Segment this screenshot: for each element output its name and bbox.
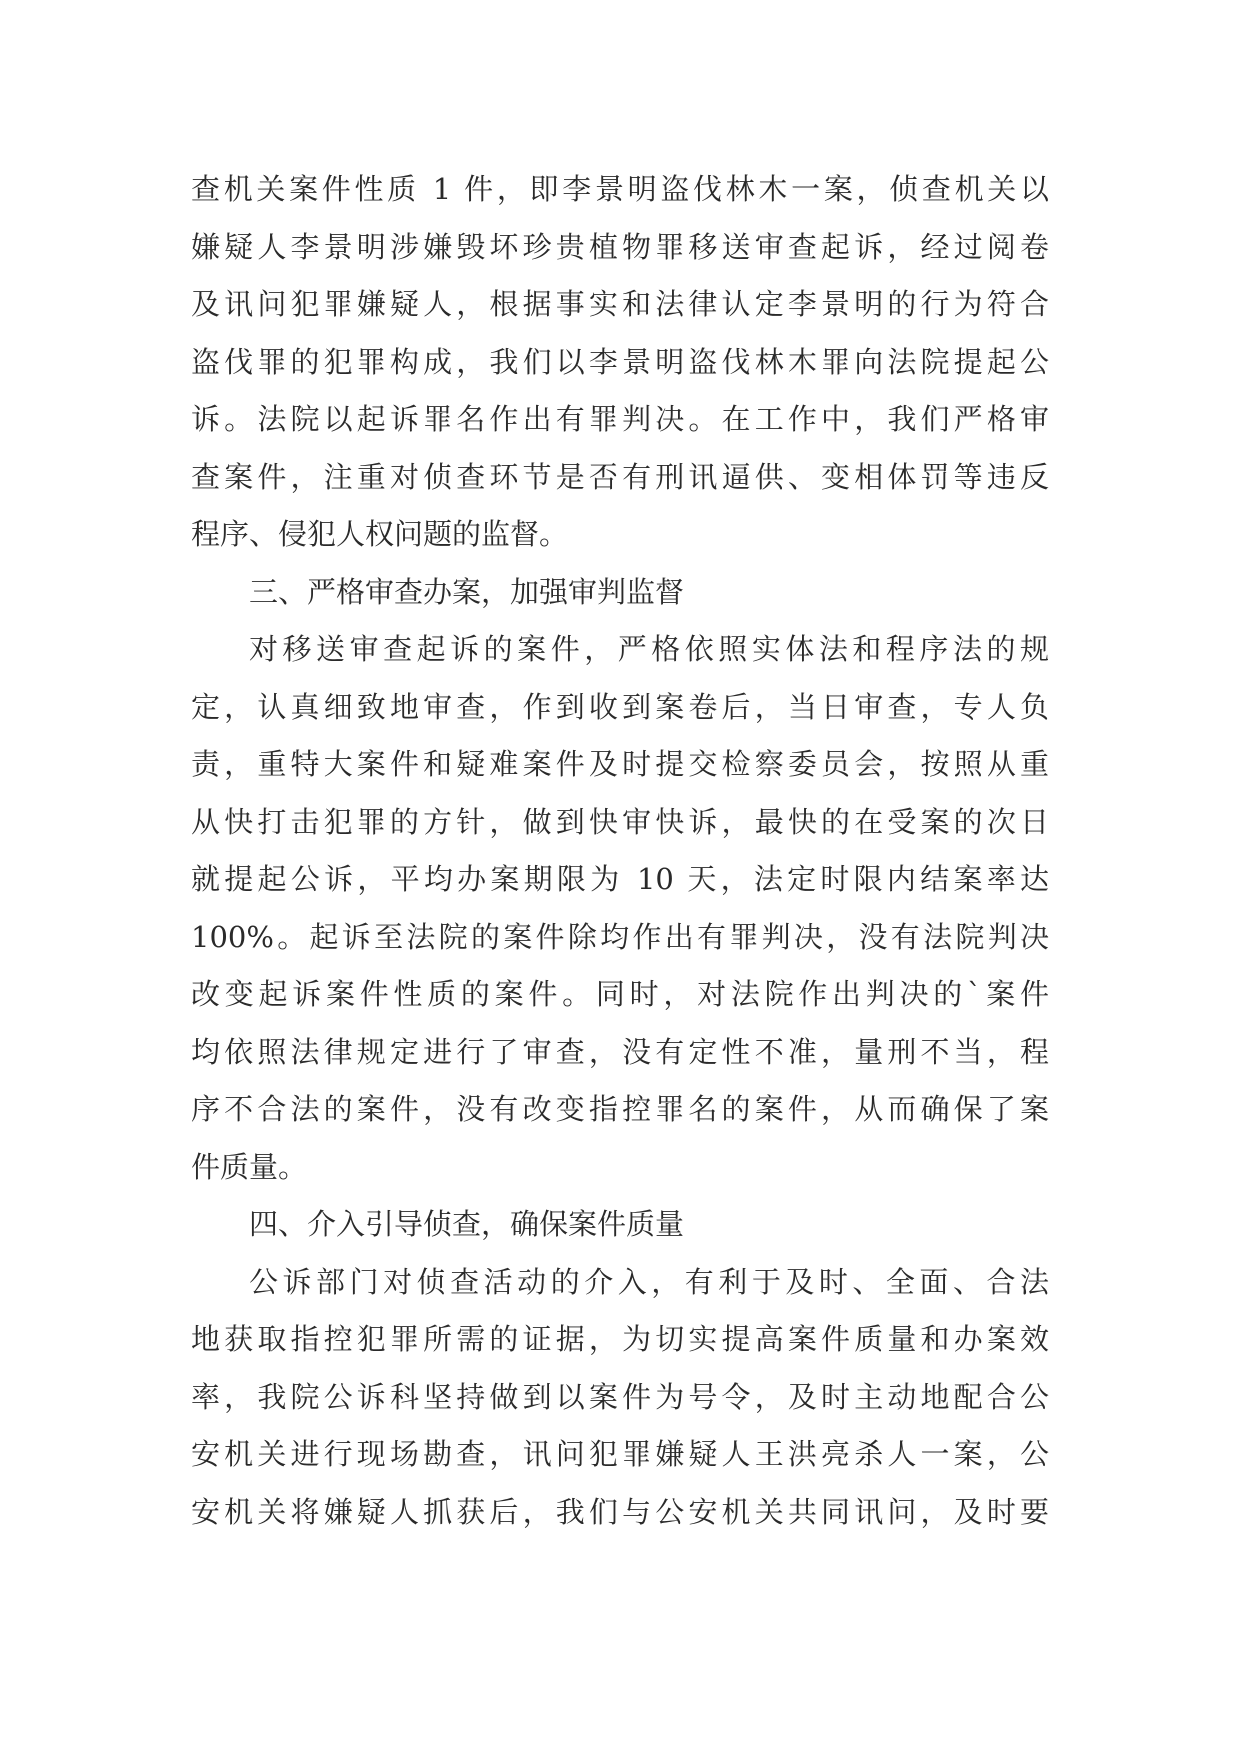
section-heading-4 [191,1196,1049,1254]
text-line: 均依照法律规定进行了审查，没有定性不准，量刑不当，程 [191,1034,1049,1069]
text-line: 100%。起诉至法院的案件除均作出有罪判决，没有法院判决 [191,919,1049,954]
text-line: 盗伐罪的犯罪构成，我们以李景明盗伐林木罪向法院提起公 [191,344,1049,379]
text-line: 安机关将嫌疑人抓获后，我们与公安机关共同讯问，及时要 [191,1494,1049,1529]
text-line: 从快打击犯罪的方针，做到快审快诉，最快的在受案的次日 [191,804,1049,839]
text-line: 公诉部门对侦查活动的介入，有利于及时、全面、合法 [249,1264,1049,1299]
text-line: 定，认真细致地审查，作到收到案卷后，当日审查，专人负 [191,689,1049,724]
paragraph-1 [191,161,1049,564]
heading-text: 四、介入引导侦查，确保案件质量 [249,1207,685,1241]
text-line: 安机关进行现场勘查，讯问犯罪嫌疑人王洪亮杀人一案，公 [191,1437,1049,1471]
paragraph-2 [191,621,1049,1196]
text-line: 就提起公诉，平均办案期限为 10 天，法定时限内结案率达 [191,862,1049,896]
text-line: 率，我院公诉科坚持做到以案件为号令，及时主动地配合公 [191,1379,1049,1414]
document-body [191,161,1049,1541]
text-line: 程序、侵犯人权问题的监督。 [191,517,569,551]
text-line: 序不合法的案件，没有改变指控罪名的案件，从而确保了案 [191,1092,1049,1126]
text-line: 查机关案件性质 1 件，即李景明盗伐林木一案，侦查机关以 [191,172,1049,206]
text-line: 查案件，注重对侦查环节是否有刑讯逼供、变相体罚等违反 [191,459,1049,494]
text-line: 件质量。 [191,1149,308,1184]
text-line: 地获取指控犯罪所需的证据，为切实提高案件质量和办案效 [191,1322,1049,1356]
text-line: 及讯问犯罪嫌疑人，根据事实和法律认定李景明的行为符合 [191,287,1049,321]
paragraph-3 [191,1254,1049,1542]
text-line: 责，重特大案件和疑难案件及时提交检察委员会，按照从重 [191,747,1049,781]
text-line: 嫌疑人李景明涉嫌毁坏珍贵植物罪移送审查起诉，经过阅卷 [191,229,1049,264]
text-line: 诉。法院以起诉罪名作出有罪判决。在工作中，我们严格审 [191,402,1049,436]
text-line: 对移送审查起诉的案件，严格依照实体法和程序法的规 [249,632,1049,666]
text-line: 改变起诉案件性质的案件。同时，对法院作出判决的`案件 [191,977,1049,1011]
heading-text: 三、严格审查办案，加强审判监督 [249,574,685,609]
section-heading-3 [191,564,1049,622]
